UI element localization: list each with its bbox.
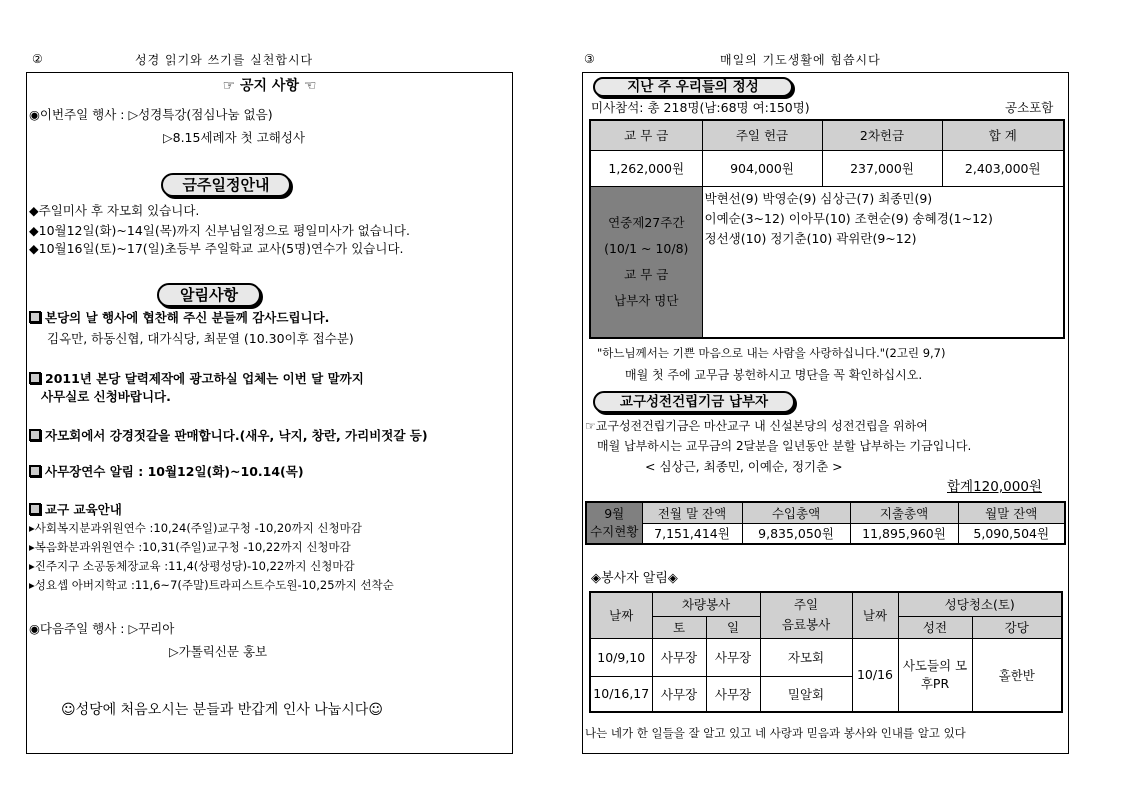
- page-number-left: ②: [32, 52, 44, 66]
- header-left: 성경 읽기와 쓰기를 실천합시다: [135, 53, 314, 67]
- this-week-events: ◉이번주일 행사 : ▷성경특강(점심나눔 없음): [29, 107, 273, 122]
- period-line-1: 연중제27주간: [608, 214, 685, 230]
- payer-line-2: 이예순(3~12) 이아무(10) 조현순(9) 송혜경(1~12): [704, 210, 993, 226]
- building-fund-desc-2: 매월 납부하시는 교무금의 2달분을 일년동안 분할 납부하는 기금입니다.: [597, 439, 972, 453]
- attendance: 미사참석: 총 218명(남:68명 여:150명): [591, 100, 810, 115]
- vol-row-2-drink: 밀알회: [760, 676, 852, 712]
- header-right: 매일의 기도생활에 힘씁시다: [720, 53, 881, 67]
- offer-header-2: 주일 헌금: [702, 120, 822, 150]
- news-item-1-title: 본당의 날 행사에 협찬해 주신 분들께 감사드립니다.: [45, 310, 330, 325]
- finance-header-2: 수입총액: [742, 502, 850, 523]
- vol-header-sun: 일: [706, 616, 760, 638]
- vol-header-hall: 강당: [972, 616, 1062, 638]
- finance-value-2: 9,835,050원: [742, 523, 850, 544]
- finance-label-1: 9월: [604, 506, 625, 521]
- payer-list: [702, 186, 1064, 338]
- vol-header-drink: [760, 592, 852, 638]
- news-item-4: [29, 462, 304, 480]
- edu-item-2: ▸복음화분과위원연수 :10,31(주일)교구청 -10,22까지 신청마감: [29, 540, 351, 554]
- offer-header-4: 합 계: [942, 120, 1064, 150]
- left-panel: [26, 72, 513, 754]
- offer-value-4: 2,403,000원: [942, 150, 1064, 186]
- period-cell: [590, 186, 702, 338]
- offering-quote: "하느님께서는 기쁜 마음으로 내는 사람을 사랑하십니다."(2고린 9,7): [597, 346, 946, 360]
- checkbox-icon: [29, 503, 41, 515]
- news-item-2-title: 2011년 본당 달력제작에 광고하실 업체는 이번 달 말까지: [45, 371, 364, 386]
- left-footer: ☺성당에 처음오시는 분들과 반갑게 인사 나눕시다☺: [61, 702, 383, 718]
- clean-date: 10/16: [852, 638, 898, 712]
- vol-row-1-sun: 사무장: [706, 638, 760, 676]
- building-fund-names: < 심상근, 최종민, 이예순, 정기춘 >: [645, 459, 843, 474]
- news-item-1: [29, 308, 329, 326]
- edu-item-3: ▸진주지구 소공동체장교육 :11,4(상평성당)-10,22까지 신청마감: [29, 559, 355, 573]
- checkbox-icon: [29, 465, 41, 477]
- news-item-1-body: 김옥만, 하동신협, 대가식당, 최문열 (10.30이후 접수분): [47, 331, 354, 346]
- finance-value-1: 7,151,414원: [642, 523, 742, 544]
- offer-header-1: 교 무 금: [590, 120, 702, 150]
- vol-header-drink-2: 음료봉사: [781, 617, 831, 633]
- offering-table: [589, 119, 1065, 339]
- volunteer-table: [589, 591, 1063, 713]
- schedule-item-1: ◆주일미사 후 자모회 있습니다.: [29, 203, 200, 218]
- clean-hall: 홀한반: [972, 638, 1062, 712]
- payer-line-1: 박현선(9) 박영순(9) 심상근(7) 최종민(9): [704, 190, 933, 206]
- period-line-3: 교 무 금: [624, 266, 669, 282]
- building-fund-title: 교구성전건립기금 납부자: [593, 391, 795, 413]
- schedule-item-2: ◆10월12일(화)~14일(목)까지 신부님일정으로 평일미사가 없습니다.: [29, 223, 410, 238]
- clean-sanctuary: 사도들의 모후PR: [898, 638, 972, 712]
- schedule-item-3: ◆10월16일(토)~17(일)초등부 주일학교 교사(5명)연수가 있습니다.: [29, 241, 404, 256]
- right-footer: 나는 네가 한 일들을 잘 알고 있고 네 사랑과 믿음과 봉사와 인내를 알고 있다: [585, 726, 966, 740]
- finance-value-3: 11,895,960원: [850, 523, 958, 544]
- vol-header-sanctuary: 성전: [898, 616, 972, 638]
- offer-value-2: 904,000원: [702, 150, 822, 186]
- vol-header-clean: 성당청소(토): [898, 592, 1062, 616]
- news-item-2: [29, 369, 364, 387]
- finance-header-4: 월말 잔액: [958, 502, 1065, 523]
- news-item-4-title: 사무장연수 알림 : 10월12일(화)~10.14(목): [45, 464, 304, 479]
- volunteer-title: ◈봉사자 알림◈: [591, 571, 678, 586]
- edu-item-4: ▸성요셉 아버지학교 :11,6~7(주말)트라피스트수도원-10,25까지 선착순: [29, 578, 394, 592]
- vol-header-date-2: 날짜: [852, 592, 898, 638]
- vol-row-2-sat: 사무장: [652, 676, 706, 712]
- news-item-2-body: 사무실로 신청바랍니다.: [41, 389, 171, 404]
- finance-label: [586, 502, 642, 544]
- news-item-5-title: 교구 교육안내: [45, 502, 122, 517]
- news-item-3: [29, 426, 428, 444]
- next-week-events: ◉다음주일 행사 : ▷꾸리아: [29, 621, 175, 636]
- finance-value-4: 5,090,504원: [958, 523, 1065, 544]
- finance-label-2: 수지현황: [590, 524, 639, 539]
- finance-header-1: 전월 말 잔액: [642, 502, 742, 523]
- news-title: 알림사항: [157, 283, 261, 307]
- offer-header-3: 2차헌금: [822, 120, 942, 150]
- vol-header-car: 차량봉사: [652, 592, 760, 616]
- finance-table: [585, 501, 1066, 545]
- notice-title: ☞ 공지 사항 ☜: [222, 78, 317, 94]
- payer-line-3: 정선생(10) 정기춘(10) 곽위란(9~12): [704, 230, 917, 246]
- attendance-note: 공소포함: [1005, 100, 1054, 115]
- news-item-5: [29, 500, 122, 518]
- period-line-2: (10/1 ~ 10/8): [604, 240, 689, 256]
- offer-value-3: 237,000원: [822, 150, 942, 186]
- checkbox-icon: [29, 372, 41, 384]
- right-panel: [582, 72, 1069, 754]
- period-line-4: 납부자 명단: [614, 292, 679, 308]
- edu-item-1: ▸사회복지분과위원연수 :10,24(주일)교구청 -10,20까지 신청마감: [29, 521, 362, 535]
- vol-row-1-date: 10/9,10: [590, 638, 652, 676]
- offer-value-1: 1,262,000원: [590, 150, 702, 186]
- news-item-3-title: 자모회에서 강경젓갈을 판매합니다.(새우, 낙지, 창란, 가리비젓갈 등): [45, 428, 428, 443]
- vol-row-2-date: 10/16,17: [590, 676, 652, 712]
- this-week-events-2: ▷8.15세례자 첫 고해성사: [163, 130, 305, 145]
- checkbox-icon: [29, 429, 41, 441]
- page-number-right: ③: [584, 52, 596, 66]
- vol-row-1-drink: 자모회: [760, 638, 852, 676]
- finance-header-3: 지출총액: [850, 502, 958, 523]
- offering-reminder: 매월 첫 주에 교무금 봉헌하시고 명단을 꼭 확인하십시오.: [625, 368, 923, 382]
- checkbox-icon: [29, 311, 41, 323]
- vol-header-drink-1: 주일: [793, 597, 819, 613]
- schedule-title: 금주일정안내: [161, 173, 291, 197]
- vol-header-date: 날짜: [590, 592, 652, 638]
- offering-title: 지난 주 우리들의 정성: [593, 77, 793, 97]
- next-week-events-2: ▷가톨릭신문 홍보: [169, 644, 268, 659]
- building-fund-desc-1: ☞교구성전건립기금은 마산교구 내 신설본당의 성전건립을 위하여: [585, 419, 928, 433]
- vol-row-1-sat: 사무장: [652, 638, 706, 676]
- building-fund-total: 합계120,000원: [947, 479, 1042, 495]
- table-row: [590, 638, 1062, 676]
- vol-row-2-sun: 사무장: [706, 676, 760, 712]
- vol-header-sat: 토: [652, 616, 706, 638]
